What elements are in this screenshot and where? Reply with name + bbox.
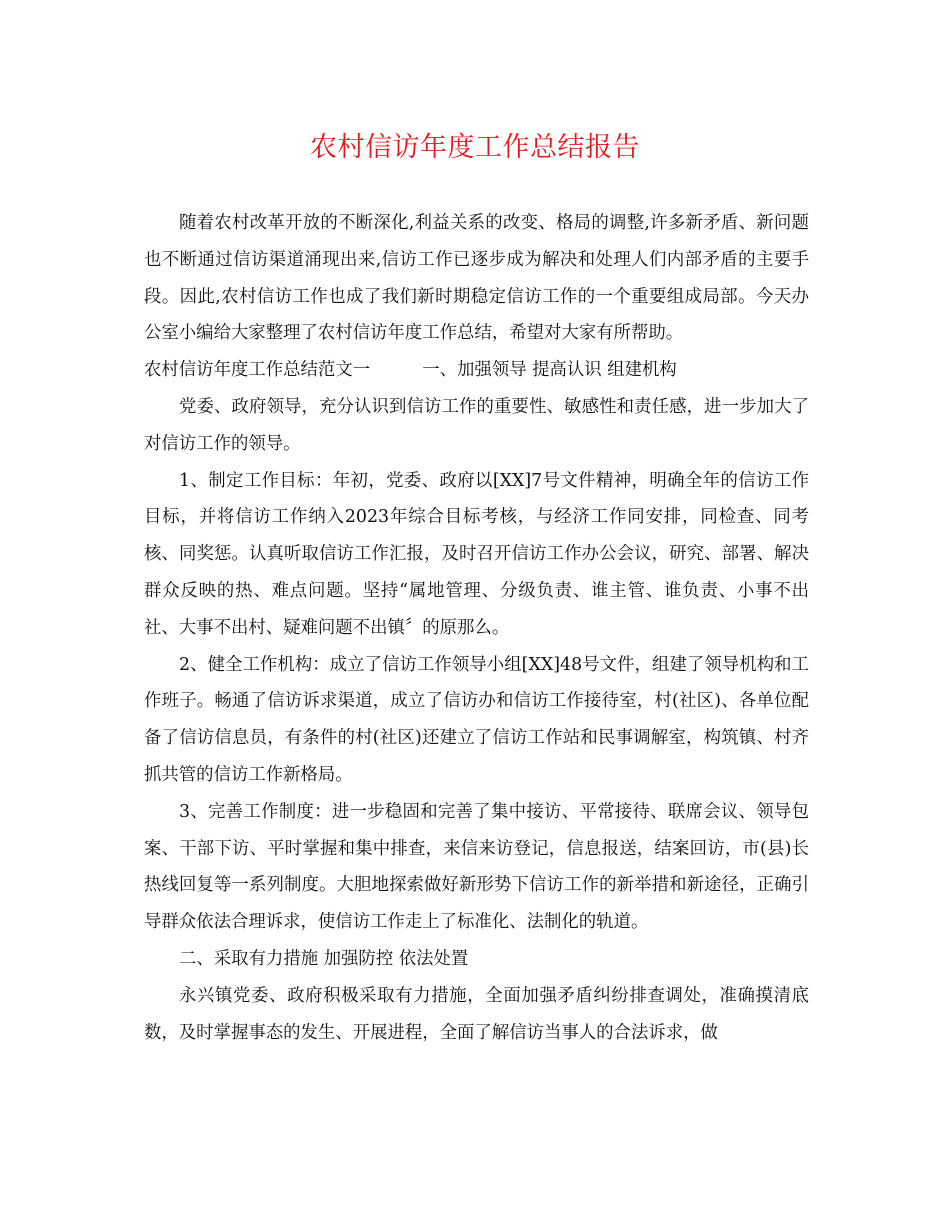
work-organization-paragraph: 2、健全工作机构：成立了信访工作领导小组[XX]48号文件，组建了领导机构和工作班子。畅通了信访诉求渠道，成立了信访办和信访工作接待室，村(社区)、各单位配备了信访信息员，有条件的村(社区)还建立了信访工作站和民事调解室，构筑镇、村齐抓共管的信访工作新格局。 [144, 654, 809, 785]
leadership-paragraph: 党委、政府领导，充分认识到信访工作的重要性、敏感性和责任感，进一步加大了对信访工作的领导。 [144, 396, 809, 454]
measures-paragraph: 永兴镇党委、政府积极采取有力措施，全面加强矛盾纠纷排查调处，准确摸清底数，及时掌握事态的发生、开展进程，全面了解信访当事人的合法诉求，做 [144, 985, 809, 1043]
work-goal-paragraph: 1、制定工作目标：年初，党委、政府以[XX]7号文件精神，明确全年的信访工作目标，并将信访工作纳入2023年综合目标考核，与经济工作同安排，同检查、同考核、同奖惩。认真听取信访工作汇报，及时召开信访工作办公会议，研究、部署、解决群众反映的热、难点问题。坚持“属地管理、分级负责、谁主管、谁负责、小事不出社、大事不出村、疑难问题不出镇〞的原那么。 [144, 470, 809, 638]
intro-paragraph: 随着农村改革开放的不断深化,利益关系的改变、格局的调整,许多新矛盾、新问题也不断通过信访渠道涌现出来,信访工作已逐步成为解决和处理人们内部矛盾的主要手段。因此,农村信访工作也成了我们新时期稳定信访工作的一个重要组成局部。今天办公室小编给大家整理了农村信访年度工作总结，希望对大家有所帮助。 [144, 213, 809, 344]
section-heading-1: 农村信访年度工作总结范文一 一、加强领导 提高认识 组建机构 [144, 360, 677, 381]
section-heading-2: 二、采取有力措施 加强防控 依法处置 [179, 948, 469, 969]
document-title: 农村信访年度工作总结报告 [310, 132, 640, 163]
document-body [144, 205, 809, 1051]
work-system-paragraph: 3、完善工作制度：进一步稳固和完善了集中接访、平常接待、联席会议、领导包案、干部下访、平时掌握和集中排查，来信来访登记，信息报送，结案回访，市(县)长热线回复等一系列制度。大胆地探索做好新形势下信访工作的新举措和新途径，正确引导群众依法合理诉求，使信访工作走上了标准化、法制化的轨道。 [144, 801, 809, 933]
